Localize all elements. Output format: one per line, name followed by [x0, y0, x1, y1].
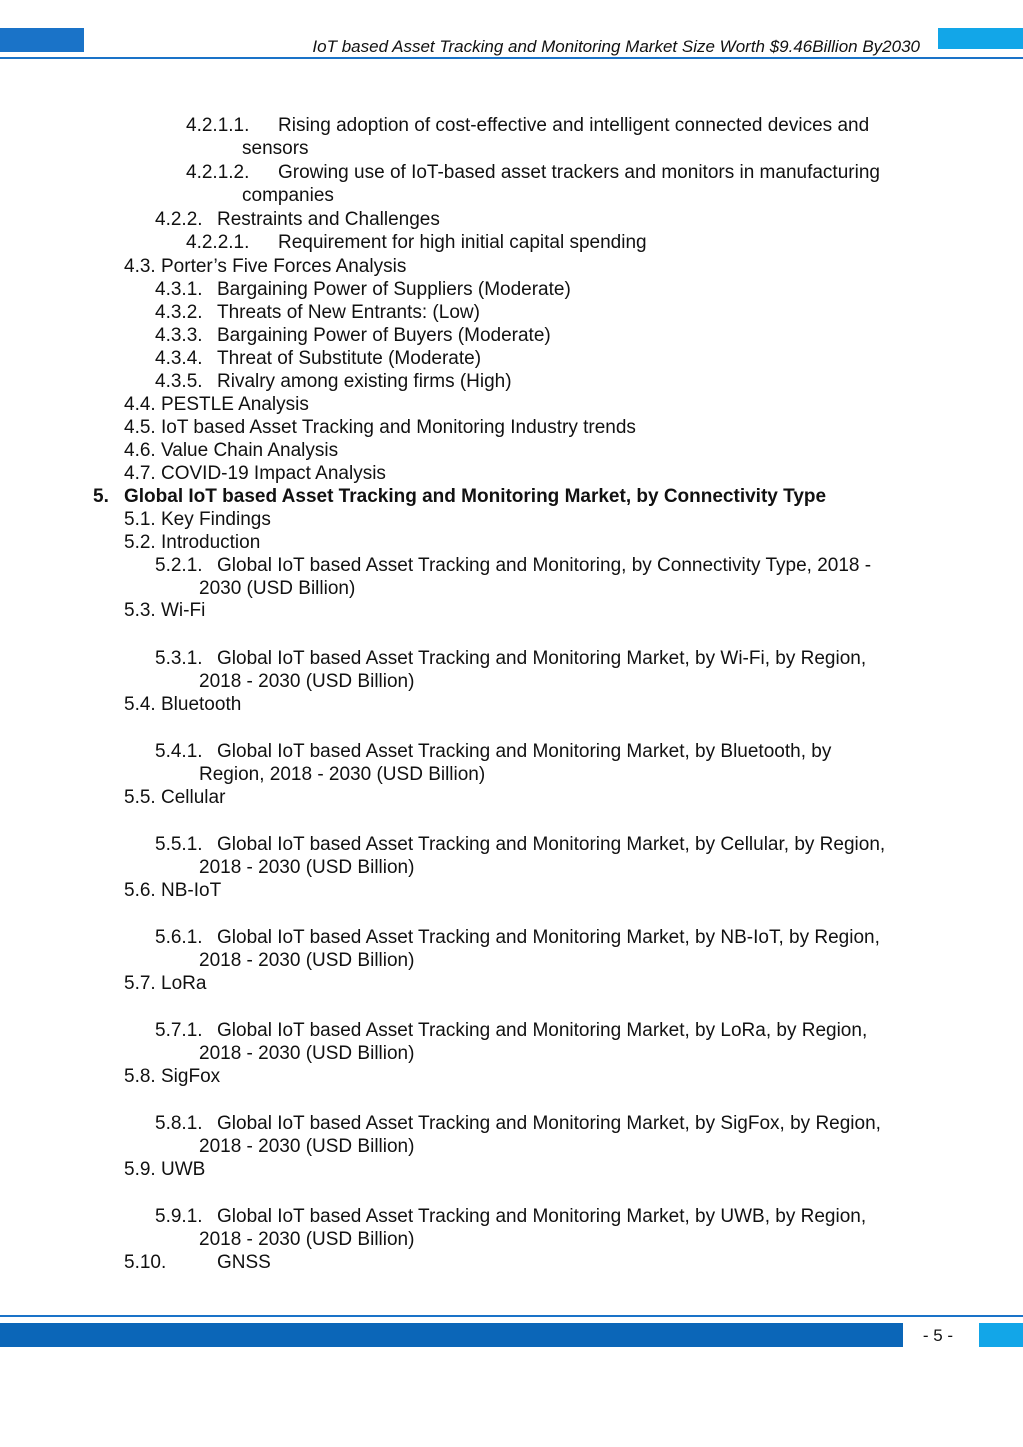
- toc-entry-title-continued: sensors: [242, 138, 309, 159]
- toc-entry-title: Rivalry among existing firms (High): [217, 371, 512, 392]
- toc-entry-title-continued: Region, 2018 - 2030 (USD Billion): [199, 764, 486, 785]
- toc-entry-number: 4.2.1.1.: [186, 115, 250, 136]
- toc-entry-title: Global IoT based Asset Tracking and Monitoring Market, by Bluetooth, by: [217, 741, 832, 762]
- toc-entry-number: 5.3.1.: [155, 648, 203, 669]
- header-title: IoT based Asset Tracking and Monitoring Market Size Worth $9.46Billion By2030: [312, 37, 920, 56]
- toc-entry-title: Global IoT based Asset Tracking and Monitoring Market, by LoRa, by Region,: [217, 1020, 868, 1041]
- toc-entry-number: 5.5.: [124, 787, 156, 808]
- toc-entry-number: 4.3.1.: [155, 279, 203, 300]
- page-number: - 5 -: [922, 1326, 954, 1345]
- toc-entry-title: Porter’s Five Forces Analysis: [161, 256, 407, 277]
- footer-rule: [0, 1315, 1023, 1317]
- toc-entry-title: Threats of New Entrants: (Low): [217, 302, 480, 323]
- toc-entry-title-continued: 2018 - 2030 (USD Billion): [199, 1136, 415, 1157]
- toc-entry-title: Key Findings: [161, 509, 271, 530]
- header-accent-left: [0, 28, 84, 52]
- toc-entry-number: 4.3.: [124, 256, 156, 277]
- toc-entry-title-continued: 2018 - 2030 (USD Billion): [199, 1043, 415, 1064]
- toc-entry-title: Threat of Substitute (Moderate): [217, 348, 482, 369]
- toc-entry-number: 5.3.: [124, 600, 156, 621]
- toc-entry-title-continued: 2030 (USD Billion): [199, 578, 356, 599]
- toc-entry-number: 5.4.: [124, 694, 156, 715]
- toc-entry-number: 5.2.: [124, 532, 156, 553]
- toc-entry-title: Wi-Fi: [161, 600, 206, 621]
- header-accent-right: [938, 28, 1023, 49]
- header-rule: [0, 57, 1023, 59]
- toc-entry-number: 4.3.4.: [155, 348, 203, 369]
- toc-entry-title: SigFox: [161, 1066, 221, 1087]
- toc-entry-title: Global IoT based Asset Tracking and Monitoring, by Connectivity Type, 2018 -: [217, 555, 872, 576]
- toc-entry-title: Global IoT based Asset Tracking and Monitoring Market, by Cellular, by Region,: [217, 834, 886, 855]
- toc-entry-title: COVID-19 Impact Analysis: [161, 463, 386, 484]
- toc-entry-number: 5.: [93, 486, 109, 507]
- toc-entry-number: 5.10.: [124, 1252, 167, 1273]
- toc-entry-title: Restraints and Challenges: [217, 209, 440, 230]
- toc-entry-title: Global IoT based Asset Tracking and Monitoring Market, by Wi-Fi, by Region,: [217, 648, 867, 669]
- toc-entry-title: Bluetooth: [161, 694, 242, 715]
- toc-entry-title: Global IoT based Asset Tracking and Monitoring Market, by UWB, by Region,: [217, 1206, 867, 1227]
- toc-entry-number: 5.8.1.: [155, 1113, 203, 1134]
- toc-entry-title: Global IoT based Asset Tracking and Monitoring Market, by NB-IoT, by Region,: [217, 927, 880, 948]
- footer-accent-right: [979, 1323, 1023, 1347]
- toc-entry-title: LoRa: [161, 973, 207, 994]
- toc-entry-title: Cellular: [161, 787, 226, 808]
- toc-entry-number: 5.7.: [124, 973, 156, 994]
- toc-entry-title: Global IoT based Asset Tracking and Monitoring Market, by Connectivity Type: [124, 486, 827, 507]
- toc-entry-number: 5.1.: [124, 509, 156, 530]
- toc-entry-title: Value Chain Analysis: [161, 440, 339, 461]
- toc-entry-title: Bargaining Power of Suppliers (Moderate): [217, 279, 571, 300]
- toc-entry-number: 5.8.: [124, 1066, 156, 1087]
- toc-entry-title-continued: 2018 - 2030 (USD Billion): [199, 950, 415, 971]
- toc-entry-title: UWB: [161, 1159, 206, 1180]
- toc-entry-title-continued: 2018 - 2030 (USD Billion): [199, 857, 415, 878]
- toc-entry-number: 5.6.1.: [155, 927, 203, 948]
- toc-entry-number: 4.2.2.1.: [186, 232, 250, 253]
- toc-entry-title-continued: 2018 - 2030 (USD Billion): [199, 1229, 415, 1250]
- footer-bar: [0, 1323, 903, 1347]
- toc-entry-number: 5.2.1.: [155, 555, 203, 576]
- toc-entry-title: PESTLE Analysis: [161, 394, 309, 415]
- toc-entry-number: 5.9.: [124, 1159, 156, 1180]
- toc-entry-title-continued: 2018 - 2030 (USD Billion): [199, 671, 415, 692]
- toc-entry-number: 4.7.: [124, 463, 156, 484]
- toc-entry-number: 5.6.: [124, 880, 156, 901]
- toc-entry-number: 4.5.: [124, 417, 156, 438]
- toc-entry-number: 4.6.: [124, 440, 156, 461]
- toc-entry-number: 4.2.1.2.: [186, 162, 250, 183]
- toc-entry-title: Requirement for high initial capital spending: [278, 232, 647, 253]
- toc-entry-number: 5.9.1.: [155, 1206, 203, 1227]
- toc-entry-number: 4.3.3.: [155, 325, 203, 346]
- toc-entry-title: NB-IoT: [161, 880, 222, 901]
- toc-entry-title: IoT based Asset Tracking and Monitoring Industry trends: [161, 417, 636, 438]
- toc-entry-title: Bargaining Power of Buyers (Moderate): [217, 325, 551, 346]
- toc-entry-number: 5.5.1.: [155, 834, 203, 855]
- toc-entry-title: Rising adoption of cost-effective and intelligent connected devices and: [278, 115, 870, 136]
- toc-entry-number: 4.2.2.: [155, 209, 203, 230]
- toc-entry-number: 4.4.: [124, 394, 156, 415]
- toc-entry-number: 4.3.2.: [155, 302, 203, 323]
- toc-entry-title: GNSS: [217, 1252, 271, 1273]
- toc-entry-title: Introduction: [161, 532, 261, 553]
- toc-entry-number: 5.7.1.: [155, 1020, 203, 1041]
- toc-entry-title: Global IoT based Asset Tracking and Monitoring Market, by SigFox, by Region,: [217, 1113, 881, 1134]
- toc-entry-number: 5.4.1.: [155, 741, 203, 762]
- toc-entry-title-continued: companies: [242, 185, 334, 206]
- toc-entry-number: 4.3.5.: [155, 371, 203, 392]
- toc-entry-title: Growing use of IoT-based asset trackers and monitors in manufacturing: [278, 162, 880, 183]
